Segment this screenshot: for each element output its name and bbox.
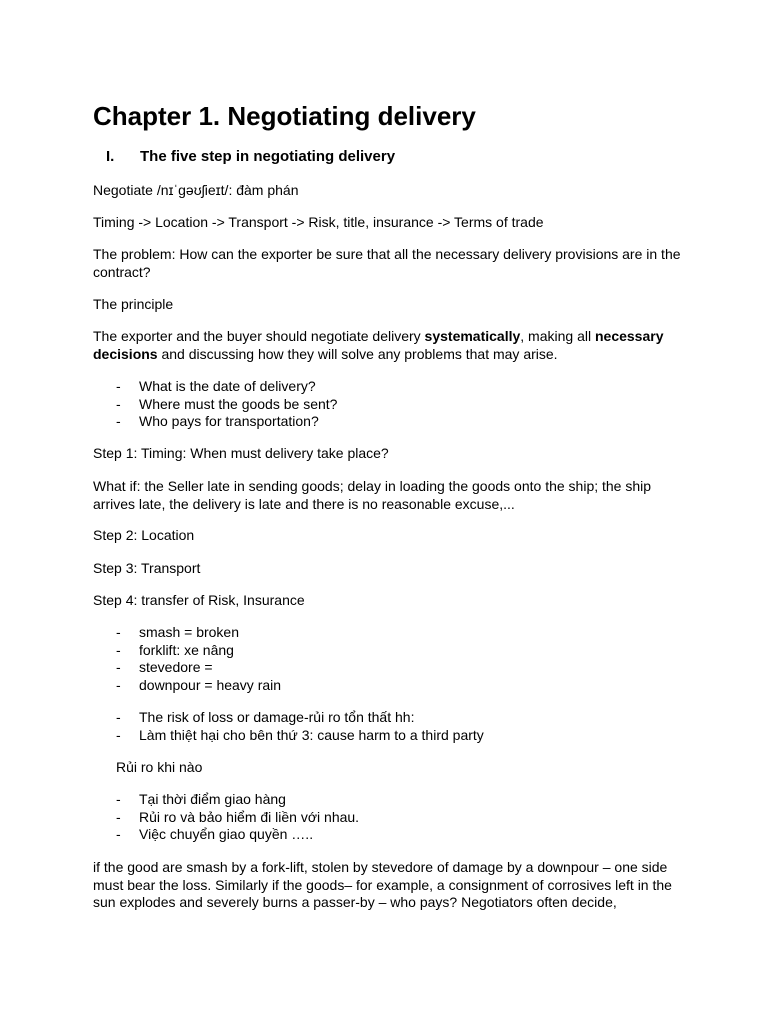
chapter-title: Chapter 1. Negotiating delivery: [93, 101, 476, 131]
list-item-text: downpour = heavy rain: [139, 676, 282, 693]
vocab-list: [93, 624, 683, 694]
dash-bullet: -: [116, 709, 121, 725]
list-item-text: What is the date of delivery?: [139, 378, 316, 394]
dash-bullet: -: [116, 378, 121, 394]
list-item-text: Tại thời điểm giao hàng: [139, 791, 286, 807]
list-item: [93, 624, 683, 642]
list-item: [93, 809, 683, 827]
dash-bullet: -: [116, 826, 121, 842]
dash-bullet: -: [116, 624, 121, 640]
dash-bullet: -: [116, 676, 121, 693]
step-3: Step 3: Transport: [93, 560, 201, 576]
dash-bullet: -: [116, 659, 121, 675]
dash-bullet: -: [116, 808, 121, 825]
list-item-text: Làm thiệt hại cho bên thứ 3: cause harm to a third party: [139, 726, 484, 743]
dash-bullet: -: [116, 641, 121, 658]
list-item: [93, 727, 683, 745]
what-if-paragraph: What if: the Seller late in sending goods; delay in loading the goods onto the ship; the ship arrives late, the delivery is late and there is no reasonable excuse,...: [93, 478, 652, 512]
section-heading: [106, 148, 395, 166]
list-item-text: Việc chuyển giao quyền …..: [139, 826, 314, 842]
principle-text-part: , making all: [520, 328, 595, 344]
dash-bullet: -: [116, 413, 121, 429]
list-item: [93, 378, 683, 396]
dash-bullet: -: [116, 395, 121, 412]
risk-when-list: [93, 791, 683, 844]
dash-bullet: -: [116, 726, 121, 743]
principle-label: The principle: [93, 296, 174, 312]
list-item: [93, 659, 683, 677]
list-item-text: Rủi ro và bảo hiểm đi liền với nhau.: [139, 808, 360, 825]
principle-bold-term: necessary decisions: [93, 328, 664, 362]
list-item-text: stevedore =: [139, 659, 213, 675]
risk-when-label: Rủi ro khi nào: [116, 759, 203, 775]
principle-text-part: and discussing how they will solve any problems that may arise.: [157, 345, 558, 362]
principle-text-part: The exporter and the buyer should negotiate delivery: [93, 328, 425, 344]
principle-paragraph: [93, 328, 683, 363]
questions-list: [93, 378, 683, 431]
list-item-text: Who pays for transportation?: [139, 413, 319, 429]
list-item: [93, 709, 683, 727]
list-item-text: Where must the goods be sent?: [139, 395, 338, 412]
principle-bold-term: systematically: [424, 328, 521, 344]
delivery-sequence: Timing -> Location -> Transport -> Risk, title, insurance -> Terms of trade: [93, 214, 544, 230]
section-number: I.: [106, 148, 115, 165]
section-title: The five step in negotiating delivery: [140, 148, 396, 165]
list-item-text: The risk of loss or damage-rủi ro tổn thất hh:: [139, 709, 415, 725]
list-item-text: forklift: xe nâng: [139, 641, 234, 658]
list-item-text: smash = broken: [139, 624, 239, 640]
list-item: [93, 826, 683, 844]
step-4: Step 4: transfer of Risk, Insurance: [93, 592, 305, 608]
negotiate-definition: Negotiate /nɪˈɡəʊʃieɪt/: đàm phán: [93, 182, 299, 198]
step-2: Step 2: Location: [93, 527, 195, 543]
list-item: [93, 396, 683, 414]
list-item: [93, 791, 683, 809]
list-item: [93, 413, 683, 431]
list-item: [93, 677, 683, 695]
dash-bullet: -: [116, 791, 121, 807]
problem-paragraph: The problem: How can the exporter be sure that all the necessary delivery provisions are in the contract?: [93, 246, 681, 280]
risk-notes-list: [93, 709, 683, 744]
step-1: Step 1: Timing: When must delivery take place?: [93, 445, 389, 461]
closing-paragraph: if the good are smash by a fork-lift, stolen by stevedore of damage by a downpour – one side must bear the loss. Similarly if the goods– for example, a consignment of corrosives left in the sun explodes and severely burns a passer-by – who pays? Negotiators often decide,: [93, 859, 672, 910]
list-item: [93, 642, 683, 660]
